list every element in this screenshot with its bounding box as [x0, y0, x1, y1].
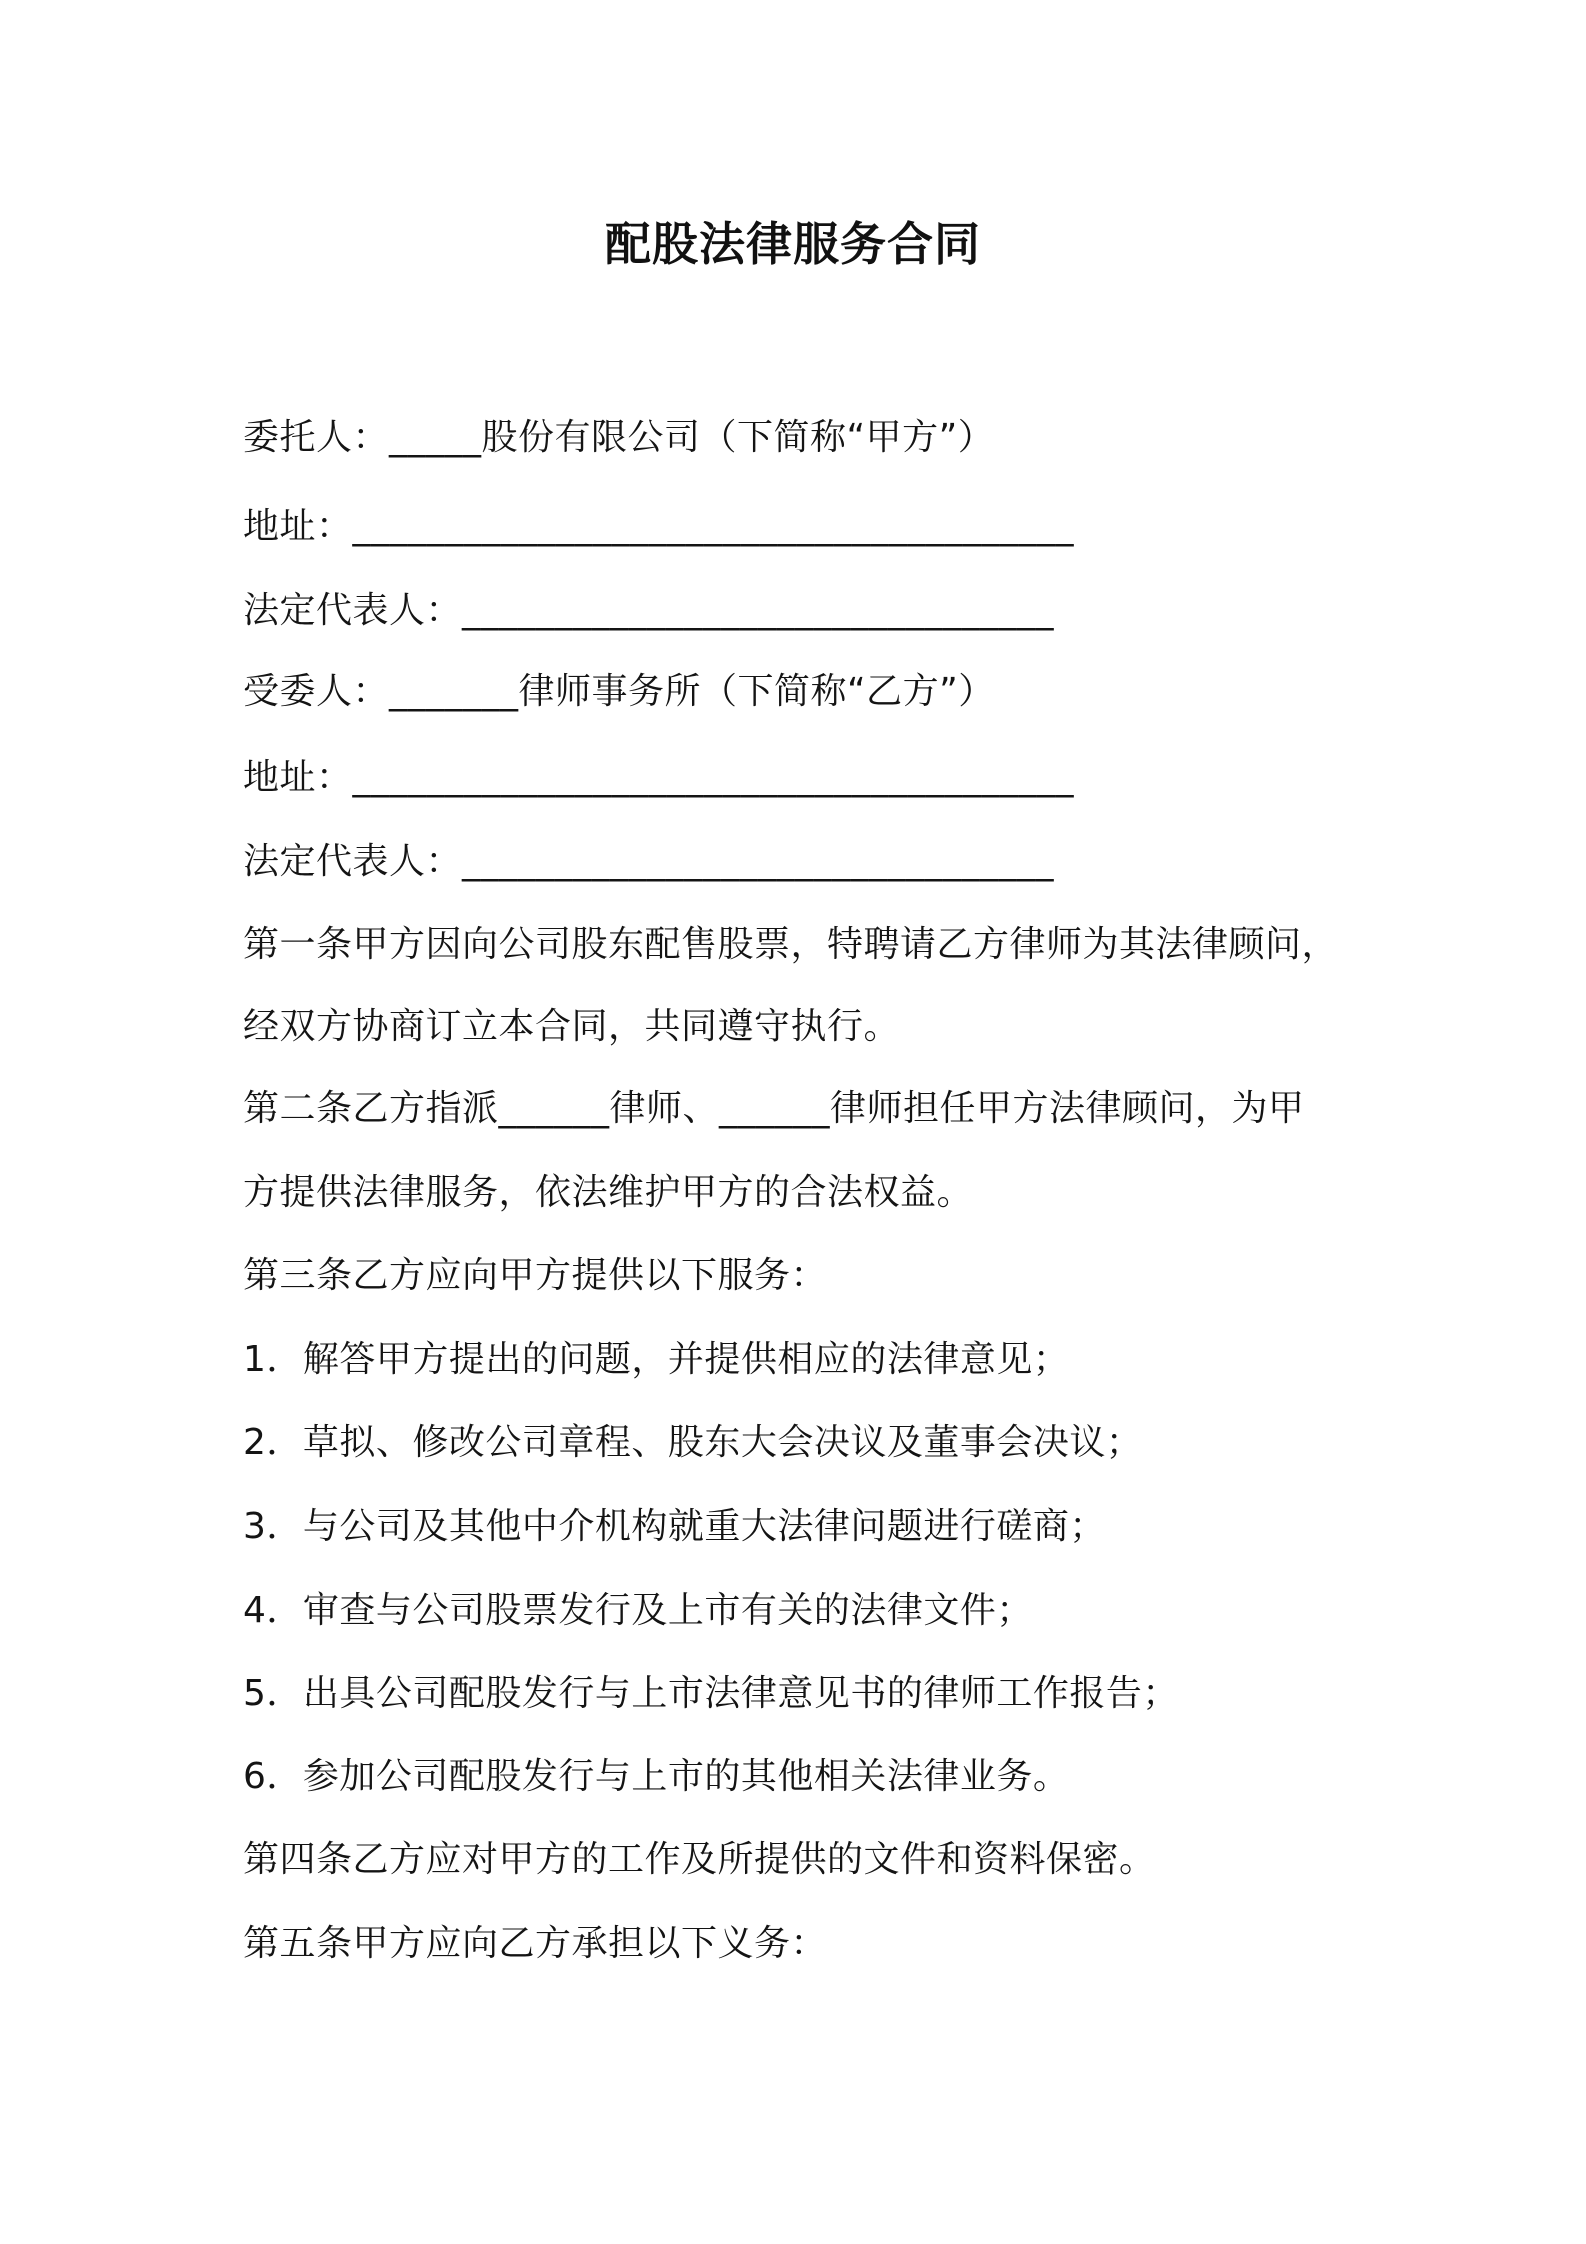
- client-address-line: 地址：_______________________________________: [243, 506, 1075, 547]
- article-1-line-2: 经双方协商订立本合同，共同遵守执行。: [243, 1006, 901, 1047]
- article-2-line-1: 第二条乙方指派______律师、______律师担任甲方法律顾问，为甲: [243, 1088, 1305, 1129]
- trustee-representative-line: 法定代表人：________________________________: [243, 841, 1055, 882]
- client-line: 委托人：_____股份有限公司（下简称“甲方”）: [243, 417, 995, 458]
- service-item-1: 1．解答甲方提出的问题，并提供相应的法律意见；: [243, 1339, 1070, 1380]
- article-5-line: 第五条甲方应向乙方承担以下义务：: [243, 1923, 828, 1964]
- article-1-line-1: 第一条甲方因向公司股东配售股票，特聘请乙方律师为其法律顾问，: [243, 924, 1339, 965]
- service-item-3: 3．与公司及其他中介机构就重大法律问题进行磋商；: [243, 1506, 1106, 1547]
- article-2-line-2: 方提供法律服务，依法维护甲方的合法权益。: [243, 1172, 974, 1213]
- trustee-address-line: 地址：_______________________________________: [243, 757, 1075, 798]
- document-title: 配股法律服务合同: [605, 217, 981, 271]
- service-item-4: 4．审查与公司股票发行及上市有关的法律文件；: [243, 1590, 1033, 1631]
- service-item-5: 5．出具公司配股发行与上市法律意见书的律师工作报告；: [243, 1673, 1179, 1714]
- trustee-line: 受委人：_______律师事务所（下简称“乙方”）: [243, 671, 995, 712]
- service-item-6: 6．参加公司配股发行与上市的其他相关法律业务。: [243, 1756, 1070, 1797]
- article-3-line: 第三条乙方应向甲方提供以下服务：: [243, 1255, 828, 1296]
- client-representative-line: 法定代表人：________________________________: [243, 590, 1055, 631]
- article-4-line: 第四条乙方应对甲方的工作及所提供的文件和资料保密。: [243, 1839, 1156, 1880]
- service-item-2: 2．草拟、修改公司章程、股东大会决议及董事会决议；: [243, 1422, 1143, 1463]
